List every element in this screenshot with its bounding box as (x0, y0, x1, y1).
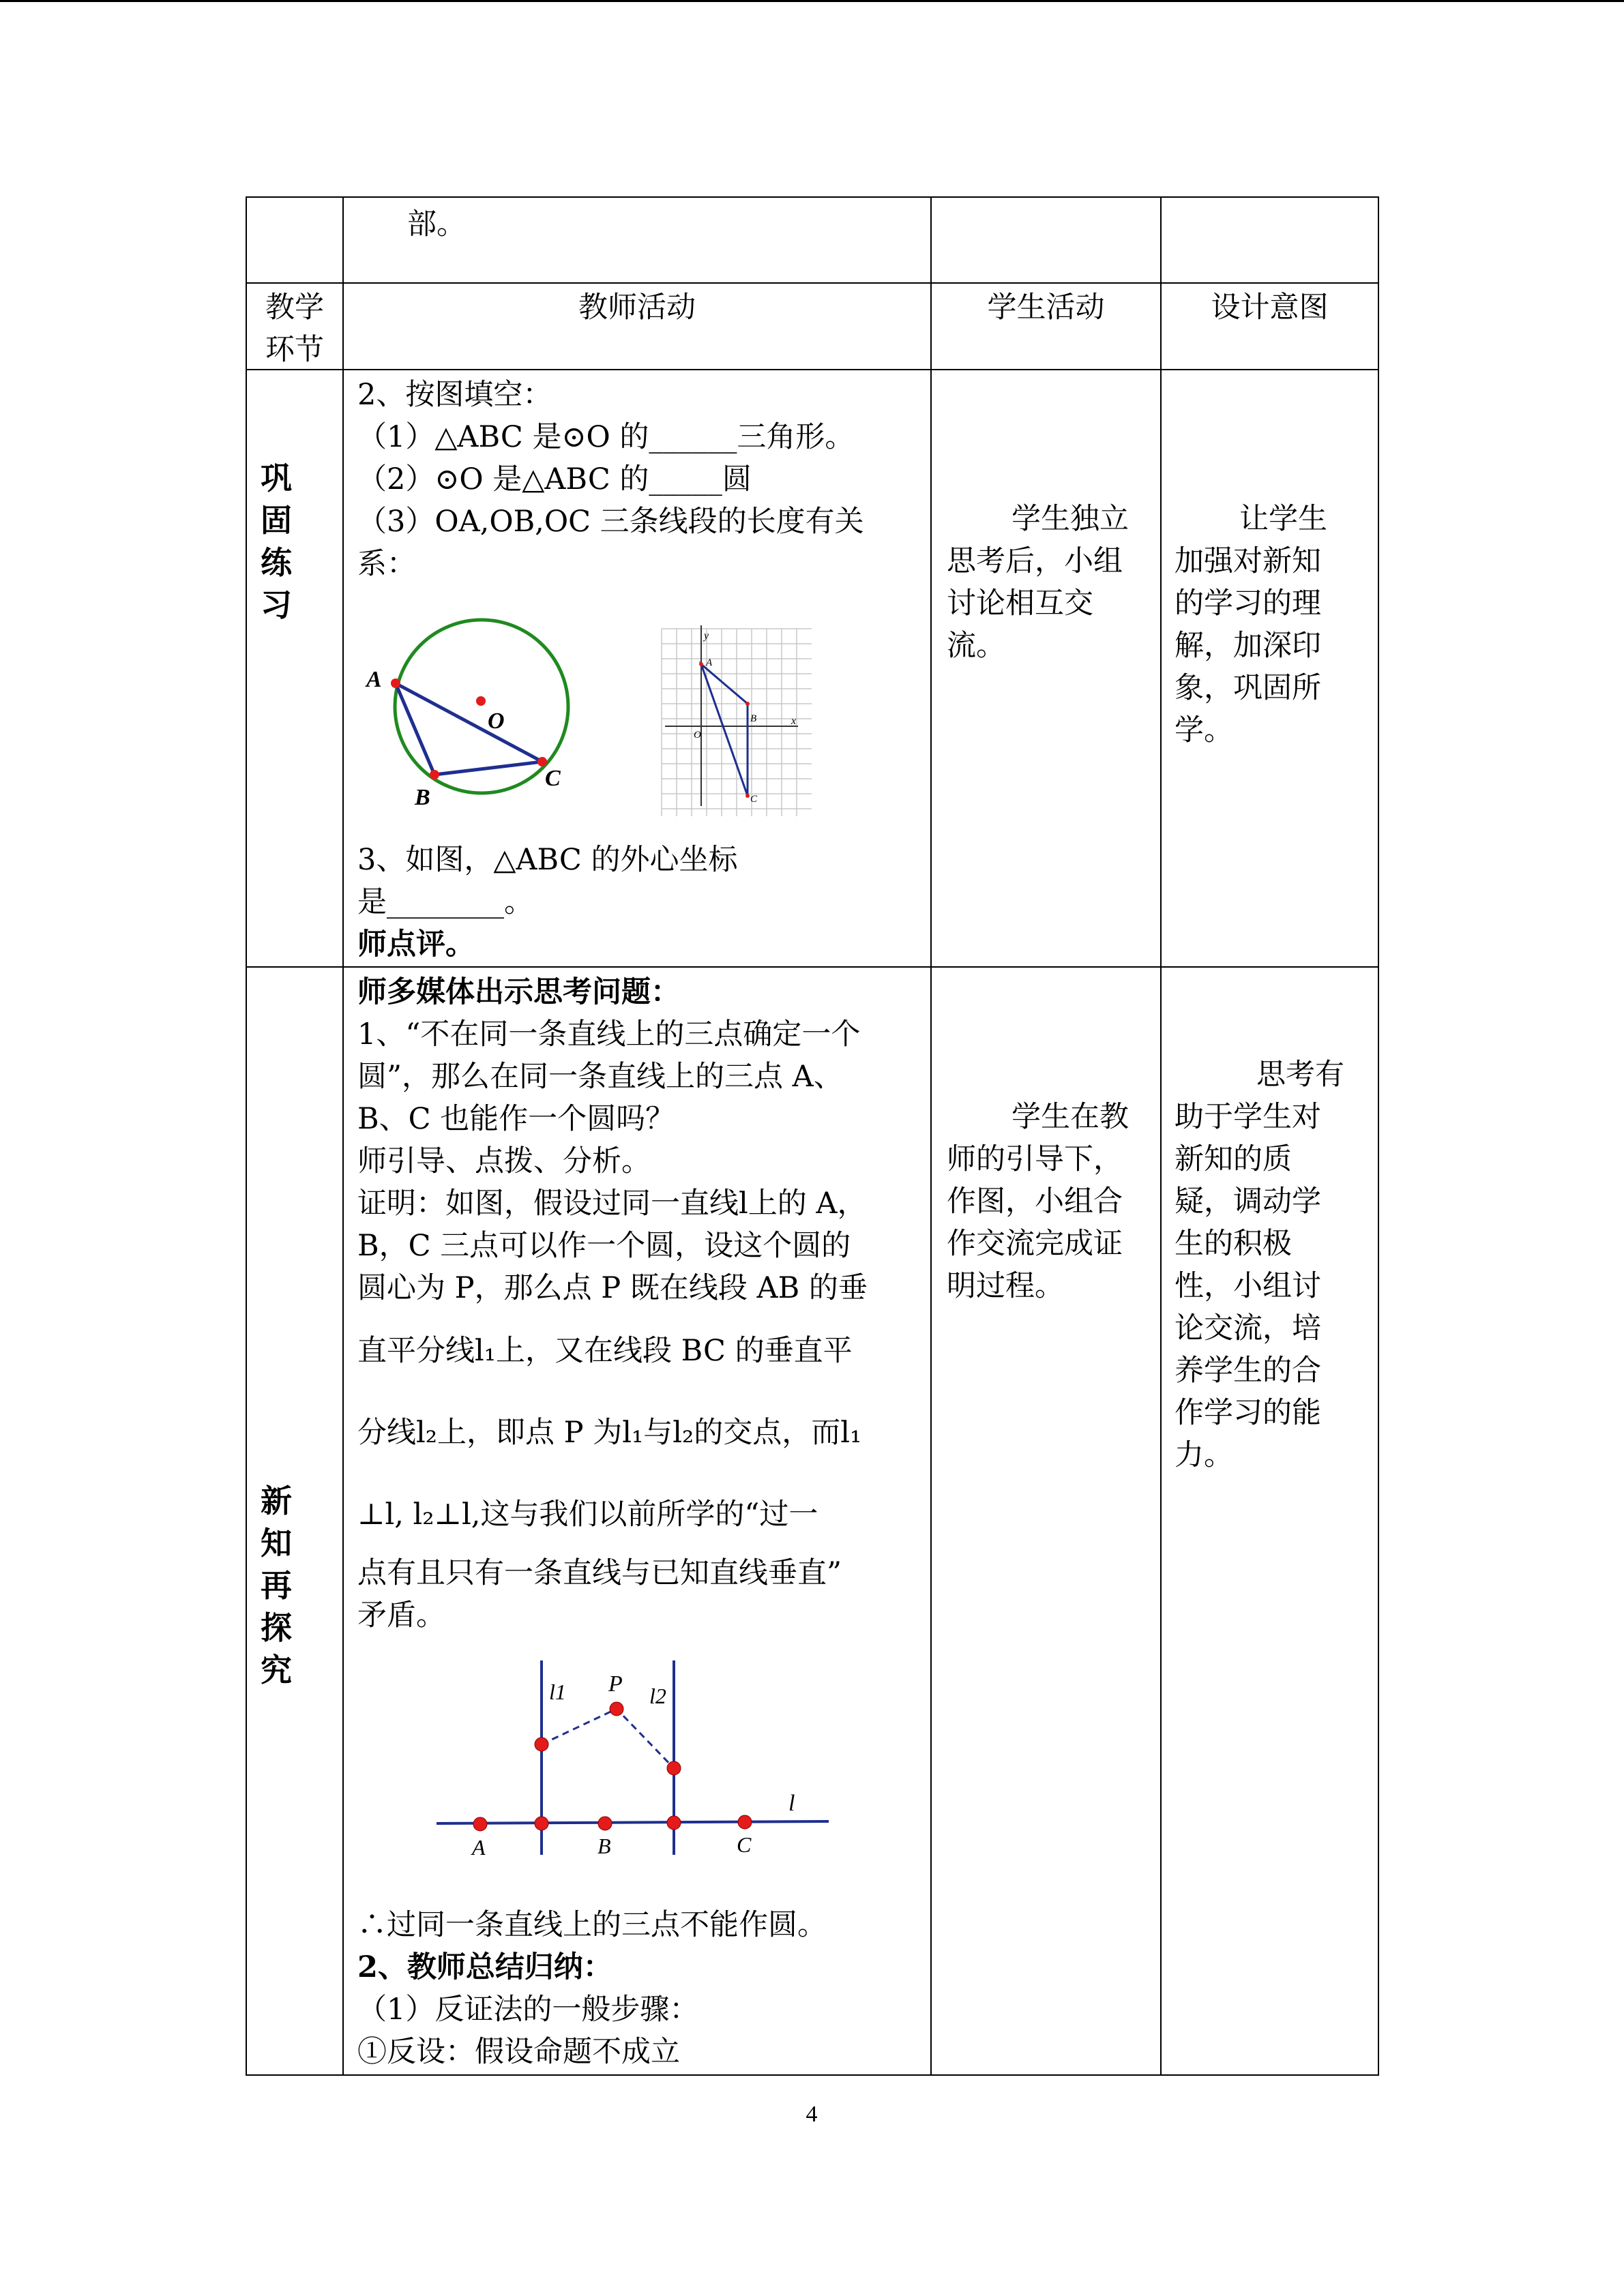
proof-line: 直平分线l₁上，又在线段 BC 的垂直平 (357, 1334, 853, 1368)
fig-label-l1: l1 (549, 1680, 566, 1704)
circle-outline (395, 620, 568, 793)
intent-line: 新知的质 (1175, 1142, 1292, 1176)
page-number: 4 (806, 2102, 818, 2127)
grid-point-b (745, 702, 750, 706)
perpendicular-bisector-figure (437, 1657, 832, 1868)
summary-step-2: ①反设：假设命题不成立 (357, 2035, 680, 2069)
summary-title: 2、教师总结归纳： (357, 1950, 612, 1984)
question-line: 1、“不在同一条直线上的三点确定一个 (357, 1017, 861, 1052)
teacher-summary (357, 1904, 827, 2073)
label-char: 固 (261, 502, 292, 539)
grid-point-a (699, 662, 703, 666)
label-char: 新 (261, 1482, 292, 1519)
header-col-student: 学生活动 (987, 290, 1105, 325)
design-intent-1 (1175, 498, 1376, 751)
fig-foot-l2 (667, 1816, 681, 1830)
label-char: 习 (261, 586, 292, 623)
header-col-section-line1: 教学 (265, 290, 324, 325)
fig-point-on-l1 (535, 1738, 548, 1751)
student-line: 思考后，小组 (947, 544, 1123, 578)
student-line: 学生在教 (1012, 1100, 1129, 1134)
design-intent-2 (1175, 1054, 1376, 1476)
fig-point-p (610, 1702, 623, 1716)
header-col-section (247, 286, 342, 371)
label-char: 巩 (261, 460, 292, 496)
student-activity-1 (947, 498, 1158, 667)
fig-point-c (738, 1815, 752, 1829)
label-char: 练 (261, 544, 292, 581)
intent-line: 象，巩固所 (1175, 671, 1321, 705)
fig-label-l2: l2 (649, 1684, 666, 1708)
header-col-intent: 设计意图 (1211, 290, 1329, 325)
conclusion: ∴过同一条直线上的三点不能作圆。 (357, 1908, 827, 1942)
fig-point-a (473, 1817, 487, 1831)
question-line: 师引导、点拨、分析。 (357, 1144, 651, 1178)
grid-point-c (745, 794, 750, 798)
grid-label-a: A (706, 657, 713, 668)
intent-line: 论交流，培 (1175, 1311, 1321, 1345)
fig-label-l: l (788, 1791, 795, 1816)
grid-label-b: B (750, 713, 757, 724)
page-top-border (0, 0, 1624, 2)
exercise-questions (357, 374, 864, 585)
intent-line: 力。 (1175, 1438, 1233, 1472)
header-col-teacher: 教师活动 (578, 290, 696, 325)
proof-line: 圆心为 P，那么点 P 既在线段 AB 的垂 (357, 1271, 868, 1305)
label-char: 再 (261, 1567, 292, 1604)
intent-line: 加强对新知 (1175, 544, 1321, 578)
circumcircle-figure (358, 607, 583, 811)
label-c: C (545, 766, 561, 791)
student-line: 讨论相互交 (947, 586, 1093, 621)
intent-line: 作学习的能 (1175, 1396, 1321, 1430)
exercise-2-2: （2）⊙O 是△ABC 的_____圆 (357, 462, 752, 496)
grid-label-c: C (750, 794, 758, 805)
proof-line: B，C 三点可以作一个圆，设这个圆的 (357, 1229, 851, 1263)
question-line: B、C 也能作一个圆吗？ (357, 1102, 675, 1136)
proof-line: 矛盾。 (357, 1598, 445, 1632)
label-char: 探 (261, 1609, 292, 1646)
fig-point-b (598, 1817, 612, 1830)
question-line: 圆”，那么在同一条直线上的三点 A、 (357, 1060, 843, 1094)
grid-label-o: O (694, 730, 701, 741)
header-col-section-line2: 环节 (265, 333, 324, 367)
intent-line: 学。 (1175, 713, 1233, 747)
label-b: B (415, 785, 430, 810)
summary-step-1: （1）反证法的一般步骤： (357, 1993, 699, 2027)
point-a (391, 679, 400, 688)
teacher-activity-2 (357, 971, 868, 1637)
label-a: A (366, 667, 382, 692)
student-line: 作图，小组合 (947, 1184, 1123, 1219)
proof-line: 证明：如图，假设过同一直线l上的 A， (357, 1187, 867, 1221)
multimedia-title: 师多媒体出示思考问题： (357, 975, 680, 1009)
proof-line: ⊥l, l₂⊥l,这与我们以前所学的“过一 (357, 1497, 818, 1532)
intent-line: 生的积极 (1175, 1227, 1292, 1261)
student-activity-2 (947, 1096, 1158, 1307)
intent-line: 养学生的合 (1175, 1354, 1321, 1388)
grid-lines (662, 629, 812, 816)
fig-point-on-l2 (667, 1761, 681, 1775)
label-char: 知 (261, 1525, 292, 1562)
triangle-abc (396, 683, 542, 775)
fig-label-p: P (608, 1671, 623, 1697)
point-c (537, 757, 547, 766)
exercise-3 (357, 839, 737, 966)
label-char: 究 (261, 1652, 292, 1688)
intent-line: 助于学生对 (1175, 1100, 1321, 1134)
exercise-2-3b: 系： (357, 547, 416, 581)
student-line: 明过程。 (947, 1269, 1064, 1303)
student-line: 师的引导下， (947, 1142, 1123, 1176)
grid-label-x: x (791, 715, 797, 727)
point-b (430, 770, 439, 779)
proof-line: 分线l₂上，即点 P 为l₁与l₂的交点，而l₁ (357, 1416, 862, 1450)
intent-line: 思考有 (1256, 1058, 1344, 1092)
teacher-comment: 师点评。 (357, 927, 475, 961)
line-l (437, 1821, 829, 1823)
student-line: 学生独立 (1012, 502, 1129, 536)
point-o (476, 696, 486, 706)
coordinate-grid-figure (658, 622, 815, 820)
exercise-3b: 是________。 (357, 885, 533, 919)
exercise-2-title: 2、按图填空： (357, 378, 552, 412)
fig-label-b: B (597, 1834, 611, 1858)
grid-triangle (701, 664, 748, 796)
grid-label-y: y (704, 630, 709, 642)
intent-line: 疑，调动学 (1175, 1184, 1321, 1219)
fig-label-a: A (472, 1835, 486, 1860)
proof-line: 点有且只有一条直线与已知直线垂直” (357, 1556, 842, 1590)
dashed-connectors (542, 1709, 674, 1768)
intent-line: 的学习的理 (1175, 586, 1321, 621)
continuation-text: 部。 (407, 207, 466, 241)
fig-foot-l1 (535, 1817, 548, 1830)
intent-line: 让学生 (1239, 502, 1327, 536)
intent-line: 解，加深印 (1175, 629, 1321, 663)
intent-line: 性，小组讨 (1175, 1269, 1321, 1303)
student-line: 流。 (947, 629, 1005, 663)
section-label-consolidation (256, 457, 297, 626)
exercise-2-1: （1）△ABC 是⊙O 的______三角形。 (357, 420, 855, 454)
section-label-reexplore (256, 1480, 297, 1691)
exercise-3a: 3、如图，△ABC 的外心坐标 (357, 843, 738, 877)
student-line: 作交流完成证 (947, 1227, 1123, 1261)
exercise-2-3a: （3）OA,OB,OC 三条线段的长度有关 (357, 505, 864, 539)
fig-label-c: C (737, 1832, 752, 1857)
label-o: O (488, 709, 505, 734)
